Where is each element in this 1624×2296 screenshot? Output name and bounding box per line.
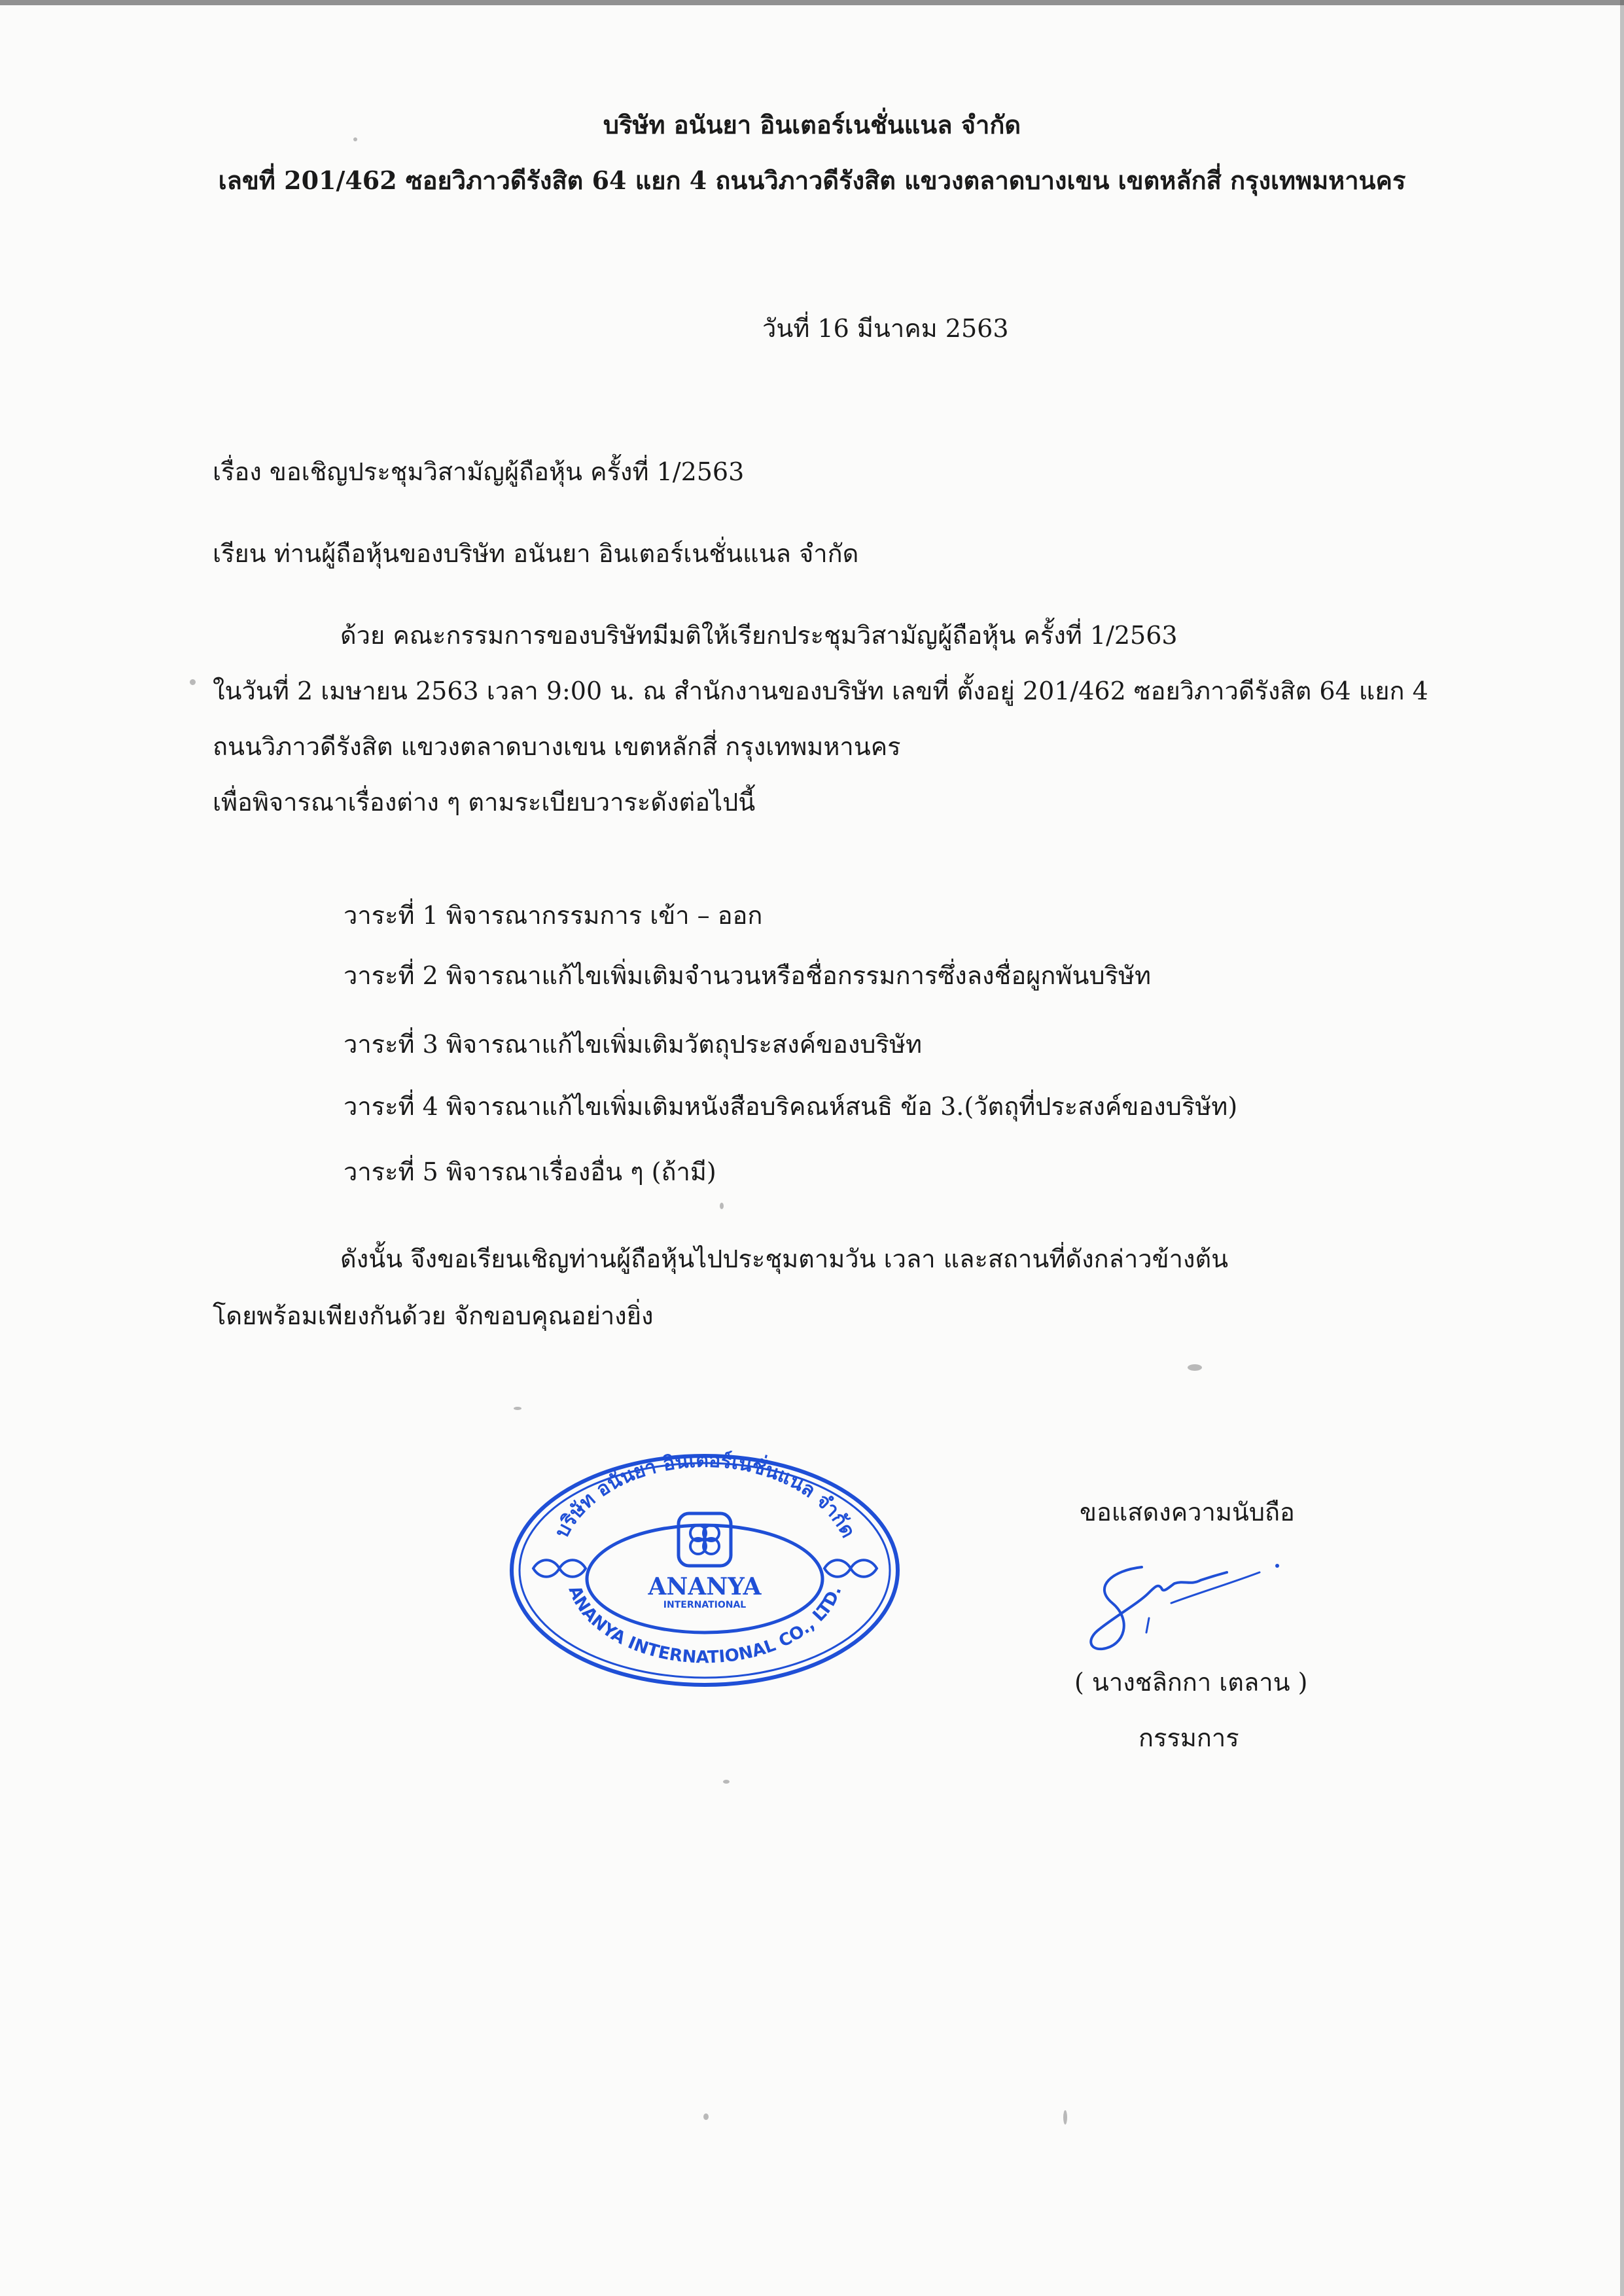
body-line-1: ด้วย คณะกรรมการของบริษัทมีมติให้เรียกประชุมวิสามัญผู้ถือหุ้น ครั้งที่ 1/2563 xyxy=(340,621,1178,650)
company-address: เลขที่ 201/462 ซอยวิภาวดีรังสิต 64 แยก 4 ถนนวิภาวดีรังสิต แขวงตลาดบางเขน เขตหลักสี่ กรุงเทพมหานคร xyxy=(218,166,1406,195)
closing-line-1: ดังนั้น จึงขอเรียนเชิญท่านผู้ถือหุ้นไปประชุมตามวัน เวลา และสถานที่ดังกล่าวข้างต้น xyxy=(340,1245,1229,1273)
stamp-outer-ring-inner xyxy=(520,1463,890,1678)
stamp-text-top: บริษัท อนันยา อินเตอร์เนชั่นแนล จำกัด xyxy=(550,1449,860,1542)
company-stamp xyxy=(507,1436,903,1698)
scan-speck xyxy=(514,1407,521,1410)
company-name: บริษัท อนันยา อินเตอร์เนชั่นแนล จำกัด xyxy=(603,110,1021,139)
agenda-item-4: วาระที่ 4 พิจารณาแก้ไขเพิ่มเติมหนังสือบริคณห์สนธิ ข้อ 3.(วัตถุที่ประสงค์ของบริษัท) xyxy=(344,1092,1238,1121)
scan-speck xyxy=(723,1780,730,1784)
signatory-position: กรรมการ xyxy=(1139,1723,1239,1752)
signature-regards: ขอแสดงความนับถือ xyxy=(1080,1498,1295,1527)
agenda-item-3: วาระที่ 3 พิจารณาแก้ไขเพิ่มเติมวัตถุประสงค์ของบริษัท xyxy=(344,1030,923,1059)
scan-speck xyxy=(703,2113,709,2120)
scan-speck xyxy=(353,137,357,141)
scan-edge-top xyxy=(0,0,1624,5)
scan-speck xyxy=(1063,2110,1067,2125)
scan-speck xyxy=(720,1203,724,1209)
infinity-icon-left xyxy=(533,1560,586,1577)
scan-speck xyxy=(1188,1364,1202,1371)
agenda-item-1: วาระที่ 1 พิจารณากรรมการ เข้า – ออก xyxy=(344,901,763,930)
letter-recipient: เรียน ท่านผู้ถือหุ้นของบริษัท อนันยา อินเตอร์เนชั่นแนล จำกัด xyxy=(213,539,859,568)
letter-date: วันที่ 16 มีนาคม 2563 xyxy=(762,314,1009,343)
scan-speck xyxy=(190,679,196,685)
letter-subject: เรื่อง ขอเชิญประชุมวิสามัญผู้ถือหุ้น ครั้งที่ 1/2563 xyxy=(213,457,745,486)
signatory-name: ( นางชลิกกา เตลาน ) xyxy=(1074,1668,1308,1697)
scan-edge-right xyxy=(1620,0,1624,2296)
body-line-3: ถนนวิภาวดีรังสิต แขวงตลาดบางเขน เขตหลักสี่ กรุงเทพมหานคร xyxy=(213,732,901,761)
closing-line-2: โดยพร้อมเพียงกันด้วย จักขอบคุณอย่างยิ่ง xyxy=(213,1301,654,1330)
stamp-text-bottom: ANANYA INTERNATIONAL CO., LTD. xyxy=(564,1583,846,1668)
stamp-brand: ANANYA xyxy=(648,1573,762,1600)
stamp-brand-sub: INTERNATIONAL xyxy=(663,1600,747,1610)
agenda-item-2: วาระที่ 2 พิจารณาแก้ไขเพิ่มเติมจำนวนหรือชื่อกรรมการซึ่งลงชื่อผูกพันบริษัท xyxy=(344,961,1152,990)
handwritten-signature xyxy=(1086,1541,1296,1659)
ananya-logo-icon xyxy=(679,1513,731,1566)
infinity-icon-right xyxy=(824,1560,877,1577)
body-line-4: เพื่อพิจารณาเรื่องต่าง ๆ ตามระเบียบวาระดังต่อไปนี้ xyxy=(213,788,756,817)
body-line-2: ในวันที่ 2 เมษายน 2563 เวลา 9:00 น. ณ สำนักงานของบริษัท เลขที่ ตั้งอยู่ 201/462 ซอยวิภาวดีรังสิต 64 แยก 4 xyxy=(213,677,1428,705)
agenda-item-5: วาระที่ 5 พิจารณาเรื่องอื่น ๆ (ถ้ามี) xyxy=(344,1157,716,1186)
